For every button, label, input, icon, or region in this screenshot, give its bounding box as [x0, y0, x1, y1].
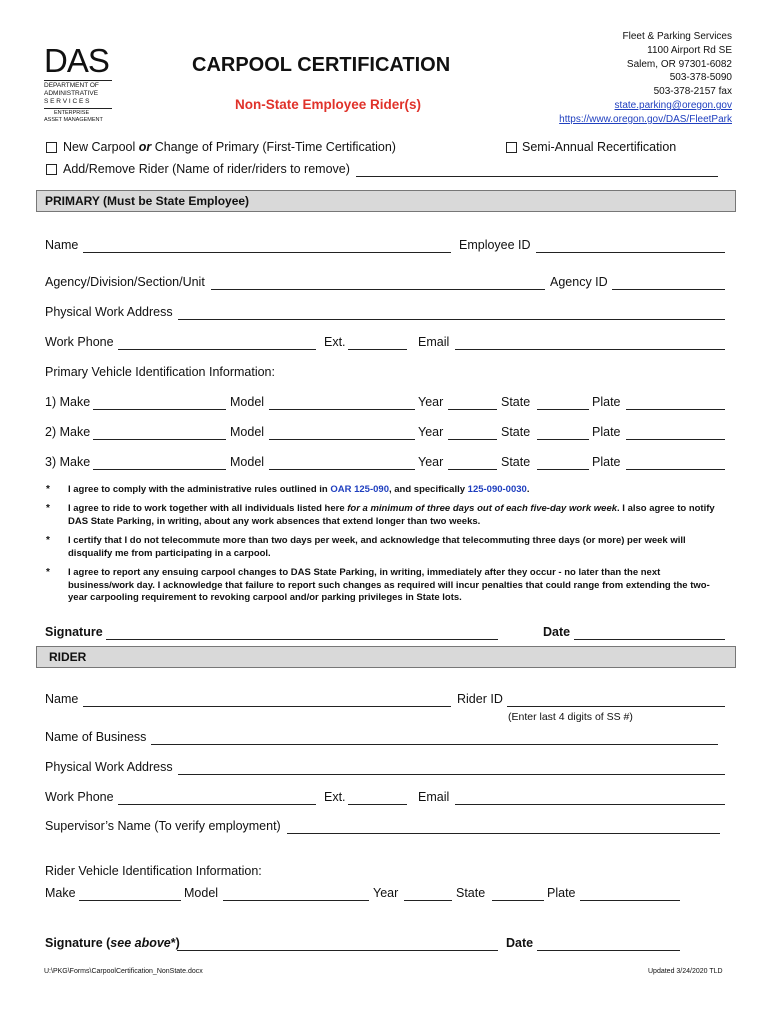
primary-signature-label: Signature [45, 625, 103, 639]
primary-phone-field[interactable] [118, 335, 316, 350]
agency-unit-label: Agency/Division/Section/Unit [45, 275, 205, 289]
rider-plate-field[interactable] [580, 886, 680, 901]
employee-id-label: Employee ID [459, 238, 531, 252]
vehicle-year-field[interactable] [448, 455, 497, 470]
statement-text: . [526, 484, 530, 495]
primary-ext-field[interactable] [348, 335, 407, 350]
contact-city: Salem, OR 97301-6082 [626, 58, 732, 70]
primary-address-label: Physical Work Address [45, 305, 173, 319]
oar-125-090-link[interactable]: OAR 125-090 [330, 484, 389, 495]
agency-id-label: Agency ID [550, 275, 608, 289]
oar-125-090-0030-link[interactable]: 125-090-0030 [467, 484, 527, 495]
rider-vehicle-info-label: Rider Vehicle Identification Information: [45, 864, 262, 878]
rider-date-field[interactable] [537, 936, 680, 951]
agency-id-field[interactable] [612, 275, 725, 290]
logo-line: ADMINISTRATIVE [44, 90, 99, 97]
rider-state-field[interactable] [492, 886, 544, 901]
primary-vehicle-info-label: Primary Vehicle Identification Information: [45, 365, 275, 379]
rider-signature-label [45, 936, 180, 950]
rider-make-field[interactable] [79, 886, 181, 901]
primary-address-field[interactable] [178, 305, 725, 320]
statement-emphasis: for a minimum of three days out of each five-day work week [347, 503, 618, 514]
statement-report-changes: I agree to report any ensuing carpool changes to DAS State Parking, in writing, immediately after they occur - no later than the next business/work day. I acknowledge that failure to report such changes as required will incur penalties that could range from extending the two-year carpooling requirement to revoking carpool and/or parking privileges in State lots. [68, 567, 710, 603]
rider-plate-label: Plate [547, 886, 576, 900]
semi-annual-label: Semi-Annual Recertification [522, 140, 677, 154]
logo-line: ASSET MANAGEMENT [44, 117, 103, 123]
semi-annual-checkbox[interactable] [506, 142, 517, 153]
logo-line: DEPARTMENT OF [44, 82, 99, 89]
statement-bullet: * [46, 535, 50, 546]
rider-section-header [36, 646, 736, 668]
vehicle-model-field[interactable] [269, 455, 415, 470]
statement-ride-together [68, 503, 728, 528]
rider-email-field[interactable] [455, 790, 725, 805]
rider-phone-field[interactable] [118, 790, 316, 805]
primary-email-label: Email [418, 335, 450, 349]
vehicle-make-label: 1) Make [45, 395, 91, 409]
statement-bullet: * [46, 484, 50, 495]
vehicle-model-label: Model [230, 425, 265, 439]
remove-riders-field[interactable] [356, 162, 718, 177]
vehicle-make-label: 2) Make [45, 425, 91, 439]
vehicle-year-label: Year [418, 455, 444, 469]
vehicle-year-field[interactable] [448, 425, 497, 440]
vehicle-make-field[interactable] [93, 455, 226, 470]
new-carpool-checkbox[interactable] [46, 142, 57, 153]
rider-year-field[interactable] [404, 886, 452, 901]
rider-make-label: Make [45, 886, 76, 900]
vehicle-plate-label: Plate [592, 455, 621, 469]
primary-date-field[interactable] [574, 625, 725, 640]
vehicle-model-label: Model [230, 395, 265, 409]
new-carpool-or: or [138, 140, 152, 154]
rider-name-label: Name [45, 692, 79, 706]
vehicle-plate-label: Plate [592, 425, 621, 439]
vehicle-state-label: State [501, 455, 531, 469]
contact-org: Fleet & Parking Services [622, 31, 732, 42]
vehicle-plate-label: Plate [592, 395, 621, 409]
page-title: CARPOOL CERTIFICATION [192, 54, 451, 76]
new-carpool-text-b: Change of Primary (First-Time Certification) [151, 140, 396, 154]
rider-id-label: Rider ID [457, 692, 503, 706]
primary-signature-field[interactable] [106, 625, 498, 640]
rider-model-label: Model [184, 886, 219, 900]
primary-section-title: PRIMARY (Must be State Employee) [45, 194, 250, 208]
vehicle-state-label: State [501, 425, 531, 439]
business-name-field[interactable] [151, 730, 718, 745]
primary-section-header [36, 190, 736, 212]
contact-phone: 503-378-5090 [669, 72, 732, 84]
primary-date-label: Date [543, 625, 571, 639]
new-carpool-label [63, 140, 396, 154]
rider-address-field[interactable] [178, 760, 725, 775]
vehicle-model-label: Model [230, 455, 265, 469]
rider-address-label: Physical Work Address [45, 760, 173, 774]
vehicle-state-field[interactable] [537, 425, 589, 440]
statement-telecommute: I certify that I do not telecommute more than two days per week, and acknowledge that telecommuting three days (or more) per week will disqualify me from participating in a carpool. [68, 535, 686, 559]
page-subtitle: Non-State Employee Rider(s) [235, 97, 422, 112]
statement-bullet: * [46, 567, 50, 578]
contact-fax: 503-378-2157 fax [653, 86, 732, 98]
primary-ext-label: Ext. [324, 335, 346, 349]
rider-date-label: Date [506, 936, 534, 950]
rider-signature-see-above: see above [110, 936, 171, 950]
statement-text: I agree to comply with the administrative rules outlined in [68, 484, 331, 495]
footer-file-path: U:\PKG\Forms\CarpoolCertification_NonState.docx [44, 968, 203, 975]
footer-updated: Updated 3/24/2020 TLD [648, 968, 723, 975]
vehicle-state-field[interactable] [537, 395, 589, 410]
logo-line: ENTERPRISE [54, 110, 90, 116]
statement-text: . I also agree to notify DAS State Parking, in writing, about any work absences that extend longer than two weeks. [68, 503, 715, 527]
vehicle-model-field[interactable] [269, 425, 415, 440]
vehicle-plate-field[interactable] [626, 455, 725, 470]
vehicle-year-field[interactable] [448, 395, 497, 410]
contact-street: 1100 Airport Rd SE [647, 44, 732, 56]
rider-state-label: State [456, 886, 486, 900]
primary-email-field[interactable] [455, 335, 725, 350]
statement-text: , and specifically [388, 484, 468, 495]
supervisor-label: Supervisor’s Name (To verify employment) [45, 819, 281, 833]
vehicle-make-field[interactable] [93, 425, 226, 440]
rider-year-label: Year [373, 886, 399, 900]
statement-bullet: * [46, 503, 50, 514]
rider-email-label: Email [418, 790, 450, 804]
vehicle-model-field[interactable] [269, 395, 415, 410]
supervisor-field[interactable] [287, 819, 720, 834]
vehicle-year-label: Year [418, 395, 444, 409]
rider-ext-label: Ext. [324, 790, 346, 804]
rider-section-title: RIDER [49, 650, 87, 664]
statement-text: I agree to ride to work together with all individuals listed here [68, 503, 348, 514]
rider-signature-field[interactable] [177, 936, 498, 951]
add-remove-label: Add/Remove Rider (Name of rider/riders to remove) [63, 162, 350, 176]
contact-website-link[interactable]: https://www.oregon.gov/DAS/FleetPark [559, 113, 732, 125]
das-logo [44, 44, 116, 128]
employee-id-field[interactable] [536, 238, 725, 253]
statement-oar [68, 484, 728, 497]
business-name-label: Name of Business [45, 730, 147, 744]
rider-phone-label: Work Phone [45, 790, 114, 804]
vehicle-plate-field[interactable] [626, 395, 725, 410]
vehicle-plate-field[interactable] [626, 425, 725, 440]
rider-id-field[interactable] [507, 692, 725, 707]
primary-phone-label: Work Phone [45, 335, 114, 349]
primary-name-label: Name [45, 238, 79, 252]
rider-name-field[interactable] [83, 692, 451, 707]
rider-model-field[interactable] [223, 886, 369, 901]
primary-name-field[interactable] [83, 238, 451, 253]
vehicle-state-label: State [501, 395, 531, 409]
contact-email-link[interactable]: state.parking@oregon.gov [614, 99, 732, 111]
vehicle-make-label: 3) Make [45, 455, 91, 469]
rider-signature-text-a: Signature ( [45, 936, 111, 950]
vehicle-year-label: Year [418, 425, 444, 439]
agency-unit-field[interactable] [211, 275, 545, 290]
new-carpool-text-a: New Carpool [63, 140, 139, 154]
contact-block [492, 30, 732, 127]
vehicle-state-field[interactable] [537, 455, 589, 470]
rider-signature-text-b: *) [170, 936, 180, 950]
logo-line: S E R V I C E S [44, 98, 90, 105]
vehicle-make-field[interactable] [93, 395, 226, 410]
rider-id-hint: (Enter last 4 digits of SS #) [508, 711, 633, 723]
rider-ext-field[interactable] [348, 790, 407, 805]
logo-acronym: DAS [44, 42, 109, 79]
add-remove-checkbox[interactable] [46, 164, 57, 175]
